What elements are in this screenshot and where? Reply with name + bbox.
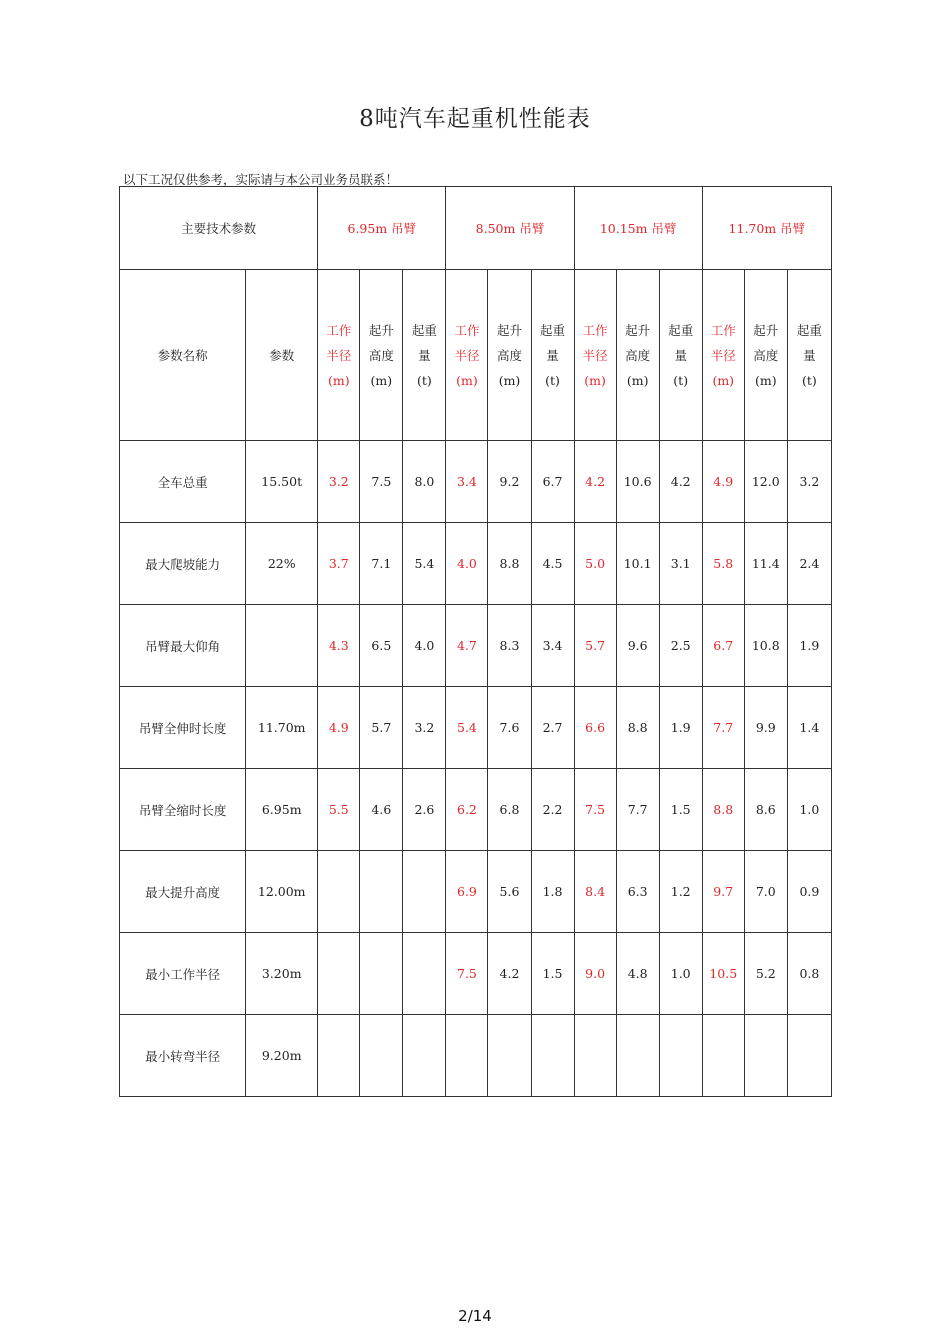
value-cell: 1.5 [659,769,702,851]
value-cell: 6.8 [488,769,531,851]
value-cell: 6.3 [616,851,659,933]
param-value-cell: 15.50t [246,441,318,523]
value-cell [403,1015,446,1097]
param-name-cell: 吊臂最大仰角 [120,605,246,687]
value-cell: 5.4 [446,687,488,769]
boom-header-1: 6.95m 吊臂 [318,187,446,270]
value-cell [318,1015,360,1097]
value-cell: 2.5 [659,605,702,687]
value-cell: 8.3 [488,605,531,687]
value-cell: 3.4 [531,605,574,687]
value-cell: 7.6 [488,687,531,769]
param-value-cell: 3.20m [246,933,318,1015]
table-row [120,523,832,605]
value-cell [702,1015,744,1097]
value-cell: 4.9 [318,687,360,769]
header-row [120,187,832,270]
subheader-cell [360,270,403,441]
boom-header-4: 11.70m 吊臂 [702,187,831,270]
subheader-line: 工作 [582,322,608,338]
param-value-cell: 11.70m [246,687,318,769]
subheader-line: 工作 [454,322,480,338]
subheader-line: 半径 [326,347,352,363]
crane-performance-table [119,186,832,1097]
param-name-cell: 吊臂全伸时长度 [120,687,246,769]
value-cell [403,851,446,933]
subheader-line: (m) [584,372,606,388]
param-value-cell [246,605,318,687]
value-cell: 6.6 [574,687,616,769]
subheader-line: (m) [370,372,393,388]
value-cell: 10.8 [744,605,787,687]
value-cell: 5.8 [702,523,744,605]
value-cell: 4.6 [360,769,403,851]
value-cell: 7.5 [574,769,616,851]
value-cell [787,1015,831,1097]
subheader-line: 起升 [625,322,651,338]
subheader-line: 量 [546,347,559,363]
subheader-line: (m) [754,372,777,388]
value-cell [488,1015,531,1097]
value-cell: 2.6 [403,769,446,851]
value-cell: 4.0 [403,605,446,687]
subheader-line: 起升 [368,322,394,338]
param-name-cell: 吊臂全缩时长度 [120,769,246,851]
reference-note: 以下工况仅供参考，实际请与本公司业务员联系！ [123,172,399,187]
value-cell: 10.6 [616,441,659,523]
value-cell: 4.9 [702,441,744,523]
value-cell: 9.7 [702,851,744,933]
value-cell: 0.9 [787,851,831,933]
value-cell: 8.4 [574,851,616,933]
value-cell: 9.0 [574,933,616,1015]
value-cell: 8.0 [403,441,446,523]
subheader-line: (t) [417,372,432,388]
value-cell [616,1015,659,1097]
subheader-line: 量 [674,347,687,363]
value-cell [360,933,403,1015]
value-cell [659,1015,702,1097]
subheader-cell [446,270,488,441]
table-row [120,769,832,851]
value-cell: 4.2 [574,441,616,523]
value-cell: 10.5 [702,933,744,1015]
param-name-cell: 最大爬坡能力 [120,523,246,605]
param-value-cell: 6.95m [246,769,318,851]
page-number: 2/14 [458,1307,492,1325]
value-cell: 8.6 [744,769,787,851]
subheader-line: (t) [802,372,817,388]
value-cell: 4.2 [659,441,702,523]
value-cell: 3.2 [318,441,360,523]
value-cell: 0.8 [787,933,831,1015]
param-name-cell: 全车总重 [120,441,246,523]
subheader-line: 量 [418,347,431,363]
subheader-line: 量 [803,347,816,363]
value-cell: 6.5 [360,605,403,687]
value-cell: 5.7 [360,687,403,769]
subheader-line: 半径 [454,347,480,363]
subheader-cell [574,270,616,441]
value-cell: 10.1 [616,523,659,605]
subheader-line: 起重 [668,322,694,338]
value-cell: 7.7 [616,769,659,851]
main-params-header: 主要技术参数 [120,187,318,270]
value-cell: 6.2 [446,769,488,851]
value-cell: 6.7 [702,605,744,687]
value-cell: 1.2 [659,851,702,933]
value-cell: 12.0 [744,441,787,523]
value-cell: 1.0 [787,769,831,851]
subheader-line: 起重 [411,322,437,338]
value-cell: 4.8 [616,933,659,1015]
value-cell: 6.7 [531,441,574,523]
value-cell: 9.9 [744,687,787,769]
subheader-line: 高度 [496,347,522,363]
table-row [120,933,832,1015]
subheader-cell [702,270,744,441]
value-cell [403,933,446,1015]
value-cell: 7.5 [446,933,488,1015]
value-cell: 2.7 [531,687,574,769]
value-cell: 1.8 [531,851,574,933]
value-cell: 11.4 [744,523,787,605]
value-cell: 8.8 [616,687,659,769]
subheader-cell [403,270,446,441]
subheader-line: (t) [545,372,560,388]
subheader-line: 高度 [368,347,394,363]
value-cell: 8.8 [488,523,531,605]
subheader-cell [659,270,702,441]
param-value-cell: 12.00m [246,851,318,933]
param-name-header: 参数名称 [120,270,246,441]
value-cell: 4.5 [531,523,574,605]
subheader-line: 高度 [753,347,779,363]
value-cell: 1.0 [659,933,702,1015]
value-cell: 4.0 [446,523,488,605]
value-cell: 7.0 [744,851,787,933]
value-cell: 3.7 [318,523,360,605]
value-cell [360,1015,403,1097]
document-title: 8吨汽车起重机性能表 [359,106,591,132]
table-row [120,851,832,933]
value-cell [318,851,360,933]
subheader-line: (m) [456,372,478,388]
value-cell: 2.4 [787,523,831,605]
value-cell: 5.7 [574,605,616,687]
subheader-line: (m) [327,372,350,388]
value-cell [318,933,360,1015]
subheader-line: 起重 [540,322,566,338]
subheader-cell [488,270,531,441]
subheader-line: 高度 [625,347,651,363]
value-cell: 1.5 [531,933,574,1015]
param-name-cell: 最大提升高度 [120,851,246,933]
param-value-cell: 22% [246,523,318,605]
subheader-cell [318,270,360,441]
subheader-line: (t) [673,372,689,388]
value-cell: 1.4 [787,687,831,769]
param-name-cell: 最小转弯半径 [120,1015,246,1097]
value-cell [744,1015,787,1097]
value-cell: 6.9 [446,851,488,933]
value-cell: 1.9 [787,605,831,687]
value-cell: 5.2 [744,933,787,1015]
subheader-cell [531,270,574,441]
subheader-line: (m) [712,372,735,388]
subheader-cell [787,270,831,441]
value-cell: 3.4 [446,441,488,523]
table-row [120,687,832,769]
subheader-line: 起升 [753,322,779,338]
param-name-cell: 最小工作半径 [120,933,246,1015]
value-cell [531,1015,574,1097]
value-cell: 5.0 [574,523,616,605]
value-cell: 7.1 [360,523,403,605]
value-cell: 5.6 [488,851,531,933]
value-cell [574,1015,616,1097]
subheader-cell [744,270,787,441]
table-row [120,441,832,523]
value-cell: 7.7 [702,687,744,769]
value-cell: 5.5 [318,769,360,851]
subheader-line: 工作 [326,322,352,338]
subheader-line: (m) [498,372,521,388]
value-cell: 4.7 [446,605,488,687]
subheader-row [120,270,832,441]
boom-header-3: 10.15m 吊臂 [574,187,702,270]
value-cell [360,851,403,933]
subheader-line: 起升 [496,322,522,338]
value-cell: 4.3 [318,605,360,687]
value-cell: 7.5 [360,441,403,523]
boom-header-2: 8.50m 吊臂 [446,187,574,270]
value-cell: 5.4 [403,523,446,605]
table-row [120,605,832,687]
value-cell: 9.2 [488,441,531,523]
value-cell: 3.2 [787,441,831,523]
value-cell: 4.2 [488,933,531,1015]
value-cell: 1.9 [659,687,702,769]
value-cell [446,1015,488,1097]
table-row [120,1015,832,1097]
subheader-line: 半径 [582,347,608,363]
value-cell: 2.2 [531,769,574,851]
value-cell: 3.2 [403,687,446,769]
subheader-line: 起重 [796,322,822,338]
value-cell: 9.6 [616,605,659,687]
subheader-cell [616,270,659,441]
value-cell: 3.1 [659,523,702,605]
value-cell: 8.8 [702,769,744,851]
param-value-header: 参数 [246,270,318,441]
subheader-line: 半径 [710,347,736,363]
subheader-line: (m) [626,372,649,388]
subheader-line: 工作 [710,322,736,338]
param-value-cell: 9.20m [246,1015,318,1097]
